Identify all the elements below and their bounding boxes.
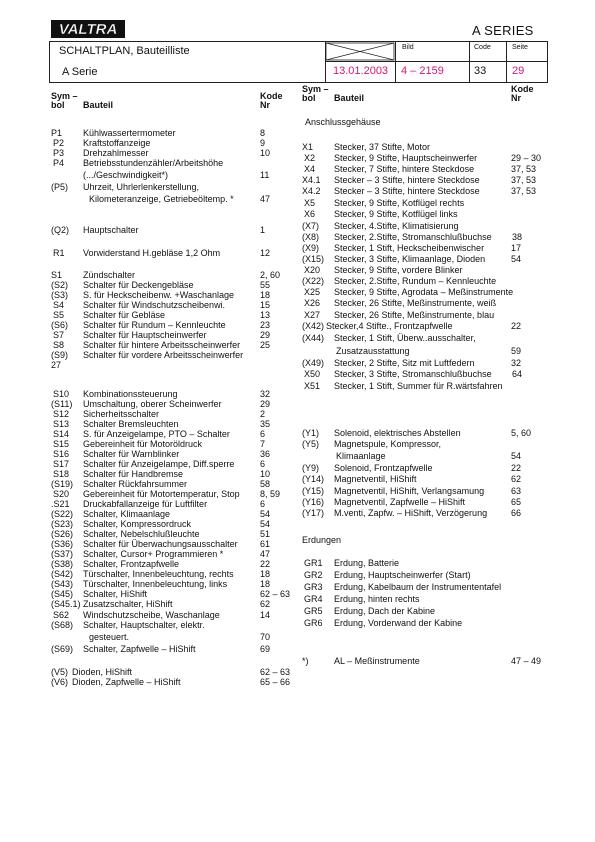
part-symbol: (P5): [51, 182, 69, 192]
right-code-header-bottom: Nr: [511, 93, 522, 103]
part-code: 62: [260, 599, 271, 609]
part-name: Umschaltung, oberer Scheinwerfer: [83, 399, 222, 409]
part-name: Schalter, Frontzapfwelle: [83, 559, 180, 569]
part-code: 8, 59: [260, 489, 281, 499]
part-code: 18: [260, 569, 271, 579]
valtra-logo: [51, 20, 125, 38]
part-name: Türschalter, Innenbeleuchtung, rechts: [83, 569, 234, 579]
part-symbol: S8: [53, 340, 65, 350]
part-name: Schalter für Deckengebläse: [83, 280, 194, 290]
left-symbol-header-top: Sym –: [51, 91, 78, 101]
part-name: Erdung, Kabelbaum der Instrumententafel: [334, 582, 502, 592]
seite-label: Seite: [512, 44, 528, 51]
part-code: 37, 53: [511, 164, 537, 174]
part-name: Schalter für Windschutzscheibenwi.: [83, 300, 226, 310]
part-symbol: S18: [53, 469, 70, 479]
part-name: Stecker, 26 Stifte, Meßinstrumente, weiß: [334, 298, 497, 308]
part-name: Zusatzschalter, HiShift: [83, 599, 173, 609]
part-symbol: S4: [53, 300, 65, 310]
part-symbol: (S69): [51, 644, 74, 654]
part-name: Kilometeranzeige, Getriebeöltemp. *: [89, 194, 234, 204]
part-code: 15: [260, 300, 271, 310]
part-code: 6: [260, 499, 266, 509]
part-name: Schalter für Rundum – Kennleuchte: [83, 320, 226, 330]
part-symbol: (X42): [302, 321, 325, 331]
part-symbol: X4: [304, 164, 316, 174]
part-code: 36: [260, 449, 271, 459]
part-name: Stecker, 1 Stift, Überw..ausschalter,: [334, 333, 476, 343]
part-symbol: (Y16): [302, 497, 325, 507]
part-code: 69: [260, 644, 271, 654]
part-symbol: (S9): [51, 350, 69, 360]
part-code: 18: [260, 290, 271, 300]
part-symbol: (S11): [51, 399, 73, 409]
right-code-header-top: Kode: [511, 84, 534, 94]
part-symbol: S1: [51, 270, 63, 280]
part-symbol: X26: [304, 298, 321, 308]
part-symbol: (Y1): [302, 428, 320, 438]
part-symbol: GR2: [304, 570, 323, 580]
part-code: 47 – 49: [511, 656, 542, 666]
left-code-header-bottom: Nr: [260, 100, 271, 110]
part-symbol: X4.2: [302, 186, 321, 196]
part-name: Solenoid, Frontzapfwelle: [334, 463, 433, 473]
part-symbol: X6: [304, 209, 316, 219]
part-symbol: X1: [302, 142, 314, 152]
part-code: 22: [511, 321, 522, 331]
part-symbol: R1: [53, 248, 65, 258]
part-symbol: (S22): [51, 509, 74, 519]
part-code: 62 – 63: [260, 667, 291, 677]
part-name: Stecker, 3 Stifte, Stromanschlußbuchse: [334, 369, 492, 379]
part-name: Vorwiderstand H.gebläse 1,2 Ohm: [83, 248, 221, 258]
part-code: 64: [512, 369, 523, 379]
part-symbol: *): [302, 656, 309, 666]
part-symbol: S7: [53, 330, 65, 340]
part-symbol: (X15): [302, 254, 325, 264]
seite-value: 29: [512, 65, 525, 77]
part-name: Erdung, Hauptscheinwerfer (Start): [334, 570, 471, 580]
part-symbol: X27: [304, 310, 321, 320]
part-symbol: (S36): [51, 539, 74, 549]
part-symbol: (S45): [51, 589, 74, 599]
right-symbol-header-bottom: bol: [302, 93, 316, 103]
part-symbol: GR4: [304, 594, 323, 604]
part-symbol: X50: [304, 369, 321, 379]
part-symbol: S20: [53, 489, 70, 499]
part-symbol: X51: [304, 381, 321, 391]
part-code: 54: [511, 451, 522, 461]
series-title: A SERIES: [472, 23, 534, 38]
part-code: 37, 53: [511, 186, 537, 196]
part-name: Stecker,4 Stifte., Frontzapfwelle: [326, 321, 453, 331]
part-code: 66: [511, 508, 522, 518]
part-name: Schalter, Kompressordruck: [83, 519, 192, 529]
part-name: Kraftstoffanzeige: [83, 138, 151, 148]
part-symbol: X25: [304, 287, 321, 297]
part-name: Dioden, HiShift: [72, 667, 133, 677]
part-code: 11: [260, 170, 270, 180]
part-name: Schalter, Hauptschalter, elektr.: [83, 620, 205, 630]
part-code: 54: [260, 509, 271, 519]
part-name: S. für Heckscheibenw. +Waschanlage: [83, 290, 234, 300]
document-subtitle: A Serie: [62, 66, 98, 78]
part-name: Stecker, 9 Stifte, Hauptscheinwerfer: [334, 153, 478, 163]
part-code: 7: [260, 439, 266, 449]
part-symbol: P4: [53, 158, 65, 168]
right-part-header: Bauteil: [334, 93, 365, 103]
part-name: Schalter Rückfahrsummer: [83, 479, 188, 489]
part-code: 1: [260, 225, 266, 235]
part-symbol: (Y9): [302, 463, 320, 473]
part-code: 12: [260, 248, 271, 258]
part-code: 47: [260, 194, 271, 204]
part-name: Magnetventil, HiShift: [334, 474, 417, 484]
crossed-box-icon: [325, 42, 395, 61]
part-code: 54: [511, 254, 522, 264]
part-name: Zündschalter: [83, 270, 136, 280]
part-name: Schalter, Nebelschlußleuchte: [83, 529, 200, 539]
part-name: Türschalter, Innenbeleuchtung, links: [83, 579, 228, 589]
part-code: 62 – 63: [260, 589, 291, 599]
part-symbol: (V5): [51, 667, 69, 677]
part-symbol: (Q2): [51, 225, 69, 235]
part-code: 17: [511, 243, 522, 253]
part-symbol: (S43): [51, 579, 74, 589]
part-symbol: (S38): [51, 559, 74, 569]
part-name: Betriebsstundenzähler/Arbeitshöhe: [83, 158, 224, 168]
part-code: 70: [260, 632, 271, 642]
part-name: gesteuert.: [89, 632, 130, 642]
part-code: 18: [260, 579, 271, 589]
part-code: 51: [260, 529, 271, 539]
part-name: Stecker, 7 Stifte, hintere Steckdose: [334, 164, 475, 174]
part-code: 65: [511, 497, 522, 507]
part-symbol: .S21: [51, 499, 70, 509]
part-code: 8: [260, 128, 266, 138]
part-name: Stecker, 9 Stifte, vordere Blinker: [334, 265, 463, 275]
part-symbol: (Y17): [302, 508, 325, 518]
part-code: 29 – 30: [511, 153, 542, 163]
part-code: 10: [260, 469, 271, 479]
part-name: Schalter, Klimaanlage: [83, 509, 171, 519]
part-name: Magnetventil, Zapfwelle – HiShift: [334, 497, 466, 507]
part-name: Stecker, 2 Stifte, Sitz mit Luftfedern: [334, 358, 475, 368]
part-name: Erdung, Vorderwand der Kabine: [334, 618, 463, 628]
part-code: 54: [260, 519, 271, 529]
part-name: Dioden, Zapfwelle – HiShift: [72, 677, 181, 687]
part-name: Drehzahlmesser: [83, 148, 149, 158]
part-name: Schalter Bremsleuchten: [83, 419, 179, 429]
title-block: [49, 41, 548, 83]
part-symbol: X2: [304, 153, 316, 163]
part-name: Zusatzausstattung: [336, 346, 410, 356]
part-name: Kombinationssteuerung: [83, 389, 178, 399]
part-name: Schalter, Cursor+ Programmieren *: [83, 549, 224, 559]
part-symbol: GR1: [304, 558, 323, 568]
left-part-header: Bauteil: [83, 100, 114, 110]
part-name: Schalter für Gebläse: [83, 310, 166, 320]
part-symbol: (X8): [302, 232, 320, 242]
part-symbol: (X49): [302, 358, 325, 368]
part-symbol: (Y15): [302, 486, 325, 496]
right-symbol-header-top: Sym –: [302, 84, 329, 94]
part-code: 38: [512, 232, 523, 242]
part-code: 35: [260, 419, 271, 429]
part-symbol: (S68): [51, 620, 74, 630]
part-code: 2, 60: [260, 270, 281, 280]
part-symbol: (X9): [302, 243, 320, 253]
part-code: 55: [260, 280, 271, 290]
part-name: Erdung, Dach der Kabine: [334, 606, 436, 616]
part-symbol: (S37): [51, 549, 74, 559]
part-name: Schalter für hintere Arbeitsscheinwerfer: [83, 340, 241, 350]
part-name: Stecker, 1 Stift, Summer für R.wärtsfahren: [334, 381, 503, 391]
part-code: 61: [260, 539, 271, 549]
part-symbol: S13: [53, 419, 70, 429]
part-symbol: (S23): [51, 519, 74, 529]
part-name: Klimaanlage: [336, 451, 386, 461]
part-code: 29: [260, 330, 271, 340]
part-symbol: (S3): [51, 290, 69, 300]
part-name: Schalter für Überwachungsausschalter: [83, 539, 238, 549]
part-name: Erdungen: [302, 535, 342, 545]
part-name: Schalter für Anzeigelampe, Diff.sperre: [83, 459, 235, 469]
part-name: (.../Geschwindigkeit*): [83, 170, 169, 180]
part-name: Kühlwassertermometer: [83, 128, 176, 138]
part-code: 37, 53: [511, 175, 537, 185]
part-code: 14: [260, 610, 271, 620]
bild-label: Bild: [402, 44, 414, 51]
part-symbol: (S45.1): [51, 599, 81, 609]
part-name: Magnetspule, Kompressor,: [334, 439, 442, 449]
part-name: Stecker, 2.Stifte, Stromanschlußbuchse: [334, 232, 492, 242]
part-code: 63: [511, 486, 522, 496]
part-code: 32: [511, 358, 522, 368]
left-symbol-header-bottom: bol: [51, 100, 65, 110]
part-code: 5, 60: [511, 428, 532, 438]
part-symbol: GR5: [304, 606, 323, 616]
part-name: Schalter für Handbremse: [83, 469, 184, 479]
part-name: AL – Meßinstrumente: [334, 656, 420, 666]
part-name: Gebereinheit für Motortemperatur, Stop: [83, 489, 240, 499]
part-symbol: (V6): [51, 677, 69, 687]
part-symbol: (S26): [51, 529, 74, 539]
part-symbol: (S19): [51, 479, 74, 489]
part-code: 47: [260, 549, 271, 559]
part-name: Druckabfallanzeige für Luftfilter: [83, 499, 208, 509]
part-code: 58: [260, 479, 271, 489]
part-code: 23: [260, 320, 271, 330]
part-symbol: P1: [51, 128, 63, 138]
part-code: 65 – 66: [260, 677, 291, 687]
part-name: Stecker – 3 Stifte, hintere Steckdose: [334, 175, 480, 185]
part-name: Uhrzeit, Uhrlerlenkerstellung,: [83, 182, 200, 192]
part-symbol: (X44): [302, 333, 325, 343]
part-name: Hauptschalter: [83, 225, 139, 235]
part-symbol: P3: [53, 148, 65, 158]
part-code: 10: [260, 148, 271, 158]
part-name: Stecker, 9 Stifte, Kotflügel rechts: [334, 198, 465, 208]
part-name: Gebereinheit für Motoröldruck: [83, 439, 203, 449]
part-symbol: 27: [51, 360, 62, 370]
part-name: Stecker, 9 Stifte, Agrodata – Meßinstrumente: [334, 287, 514, 297]
part-name: Schalter, HiShift: [83, 589, 148, 599]
part-name: M.venti, Zapfw. – HiShift, Verzögerung: [334, 508, 488, 518]
part-name: Stecker, 1 Stift, Heckscheibenwischer: [334, 243, 485, 253]
part-symbol: S10: [53, 389, 70, 399]
part-symbol: P2: [53, 138, 65, 148]
part-name: Stecker – 3 Stifte, hintere Steckdose: [334, 186, 480, 196]
part-code: 13: [260, 310, 271, 320]
part-name: Windschutzscheibe, Waschanlage: [83, 610, 220, 620]
part-name: Stecker, 9 Stifte, Kotflügel links: [334, 209, 458, 219]
part-name: Stecker, 4.Stifte, Klimatisierung: [334, 221, 459, 231]
bild-value: 4 – 2159: [401, 65, 444, 77]
part-symbol: S5: [53, 310, 65, 320]
part-symbol: S62: [53, 610, 70, 620]
valtra-logo-text: VALTRA: [58, 21, 118, 38]
part-code: 62: [511, 474, 522, 484]
part-symbol: S16: [53, 449, 70, 459]
part-code: 6: [260, 429, 266, 439]
document-title: SCHALTPLAN, Bauteilliste: [59, 45, 190, 57]
part-name: Magnetventil, HiShift, Verlangsamung: [334, 486, 485, 496]
part-symbol: S15: [53, 439, 70, 449]
part-code: 59: [511, 346, 522, 356]
part-name: Erdung, hinten rechts: [334, 594, 420, 604]
part-name: Schalter, Zapfwelle – HiShift: [83, 644, 196, 654]
left-code-header-top: Kode: [260, 91, 283, 101]
part-name: Erdung, Batterie: [334, 558, 400, 568]
part-symbol: S12: [53, 409, 70, 419]
part-name: Schalter für Hauptscheinwerfer: [83, 330, 207, 340]
code-value: 33: [474, 65, 487, 77]
part-name: Stecker, 3 Stifte, Klimaanlage, Dioden: [334, 254, 486, 264]
part-name: Schalter für vordere Arbeitsscheinwerfer: [83, 350, 244, 360]
part-symbol: X20: [304, 265, 321, 275]
code-label: Code: [474, 44, 491, 51]
part-name: S. für Anzeigelampe, PTO – Schalter: [83, 429, 230, 439]
part-code: 6: [260, 459, 266, 469]
part-code: 22: [260, 559, 271, 569]
part-code: 2: [260, 409, 266, 419]
part-name: Schalter für Warnblinker: [83, 449, 180, 459]
part-symbol: S17: [53, 459, 70, 469]
part-name: Stecker, 37 Stifte, Motor: [334, 142, 431, 152]
part-code: 9: [260, 138, 266, 148]
part-code: 32: [260, 389, 271, 399]
part-symbol: S14: [53, 429, 70, 439]
part-code: 29: [260, 399, 271, 409]
part-symbol: (Y5): [302, 439, 320, 449]
part-symbol: (S6): [51, 320, 69, 330]
part-name: Stecker, 2.Stifte, Rundum – Kennleuchte: [334, 276, 497, 286]
part-symbol: X5: [304, 198, 316, 208]
part-symbol: (S42): [51, 569, 74, 579]
part-name: Sicherheitsschalter: [83, 409, 160, 419]
part-symbol: (S2): [51, 280, 69, 290]
date-value: 13.01.2003: [333, 65, 389, 77]
part-name: Anschlussgehäuse: [305, 117, 381, 127]
part-code: 25: [260, 340, 271, 350]
part-code: 22: [511, 463, 522, 473]
part-symbol: GR6: [304, 618, 323, 628]
part-symbol: GR3: [304, 582, 323, 592]
part-symbol: (X7): [302, 221, 320, 231]
part-name: Stecker, 26 Stifte, Meßinstrumente, blau: [334, 310, 495, 320]
part-symbol: (X22): [302, 276, 325, 286]
part-name: Solenoid, elektrisches Abstellen: [334, 428, 461, 438]
part-symbol: X4.1: [302, 175, 321, 185]
part-symbol: (Y14): [302, 474, 325, 484]
